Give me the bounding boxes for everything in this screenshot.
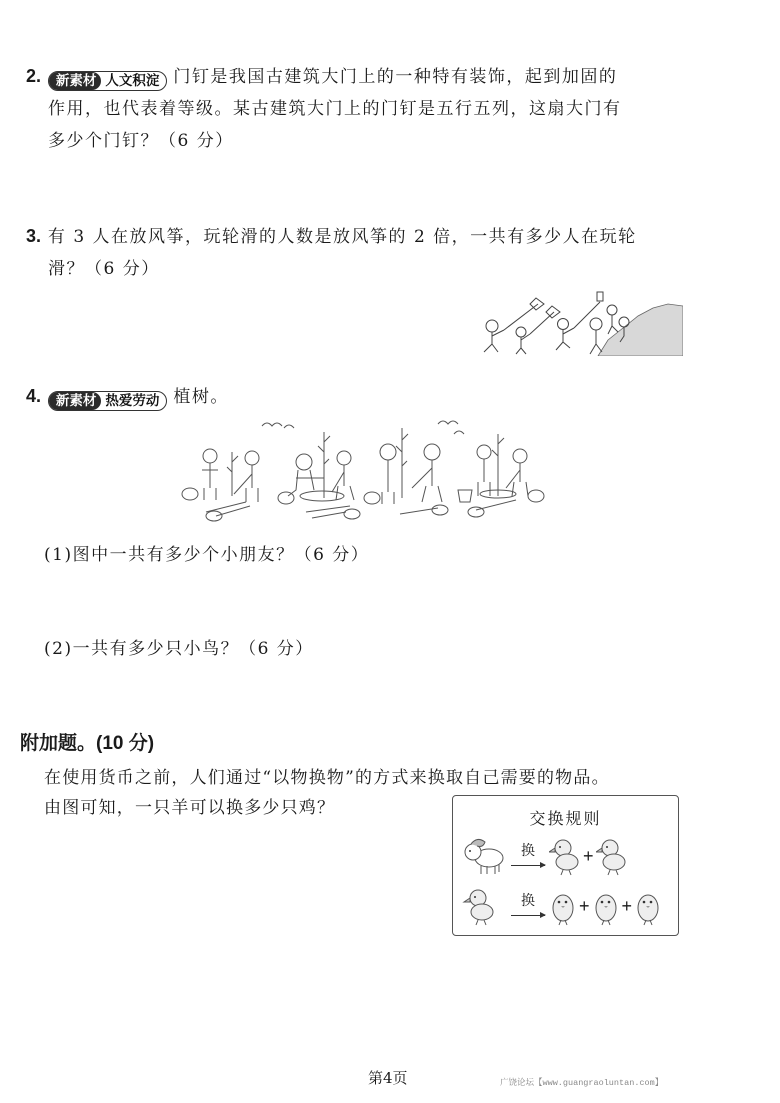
question-number: 2. [26, 66, 42, 86]
topic-badge [48, 71, 168, 91]
extra-question-line: 由图可知，一只羊可以换多少只鸡？ [44, 798, 336, 818]
question-text-line: 作用，也代表着等级。某古建筑大门上的门钉是五行五列，这扇大门有 [48, 99, 622, 119]
exchange-row-duck [461, 886, 662, 926]
chick-icon [634, 886, 662, 926]
sub-question-2: (2)一共有多少只小鸟？（6 分） [44, 639, 314, 659]
plus-sign: + [621, 895, 633, 916]
exchange-arrow [511, 892, 545, 920]
page-number: 第4页 [368, 1069, 408, 1087]
topic-badge [48, 391, 168, 411]
duck-icon [549, 836, 581, 876]
badge-topic: 人文积淀 [105, 73, 160, 88]
badge-new-material: 新素材 [49, 392, 102, 410]
question-text-line: 门钉是我国古建筑大门上的一种特有装饰，起到加固的 [173, 67, 618, 87]
duck-icon [596, 836, 628, 876]
exchange-label: 换 [521, 843, 535, 859]
badge-new-material: 新素材 [49, 72, 102, 90]
exchange-rule-box [452, 795, 679, 936]
question-text-line: 植树。 [173, 387, 229, 407]
duck-icon [461, 886, 499, 926]
question-2 [26, 60, 622, 157]
extra-question-line: 在使用货币之前，人们通过“以物换物”的方式来换取自己需要的物品。 [44, 768, 610, 788]
badge-topic: 热爱劳动 [105, 393, 160, 408]
sub-question-1: (1)图中一共有多少个小朋友？（6 分） [44, 545, 370, 565]
plus-sign: + [579, 895, 590, 916]
question-text-line: 多少个门钉？（6 分） [48, 131, 234, 151]
sheep-icon [461, 836, 507, 876]
exchange-arrow [511, 842, 545, 870]
question-3 [26, 220, 637, 285]
kite-children-illustration [478, 288, 683, 356]
exchange-row-sheep [461, 836, 628, 876]
chick-icon [592, 886, 620, 926]
question-number: 4. [26, 386, 42, 406]
plus-sign: + [583, 845, 594, 866]
tree-planting-illustration [176, 412, 548, 524]
question-text-line: 有 3 人在放风筝，玩轮滑的人数是放风筝的 2 倍，一共有多少人在玩轮 [47, 227, 637, 247]
chick-icon [549, 886, 577, 926]
exchange-label: 换 [521, 893, 535, 909]
watermark: 广饶论坛【www.guangraoluntan.com】 [500, 1078, 664, 1088]
extra-question-title: 附加题。(10 分) [20, 733, 155, 754]
exchange-rule-title: 交换规则 [529, 809, 602, 828]
question-text-line: 滑？（6 分） [48, 259, 160, 279]
question-number: 3. [26, 226, 42, 246]
question-4 [26, 380, 229, 413]
